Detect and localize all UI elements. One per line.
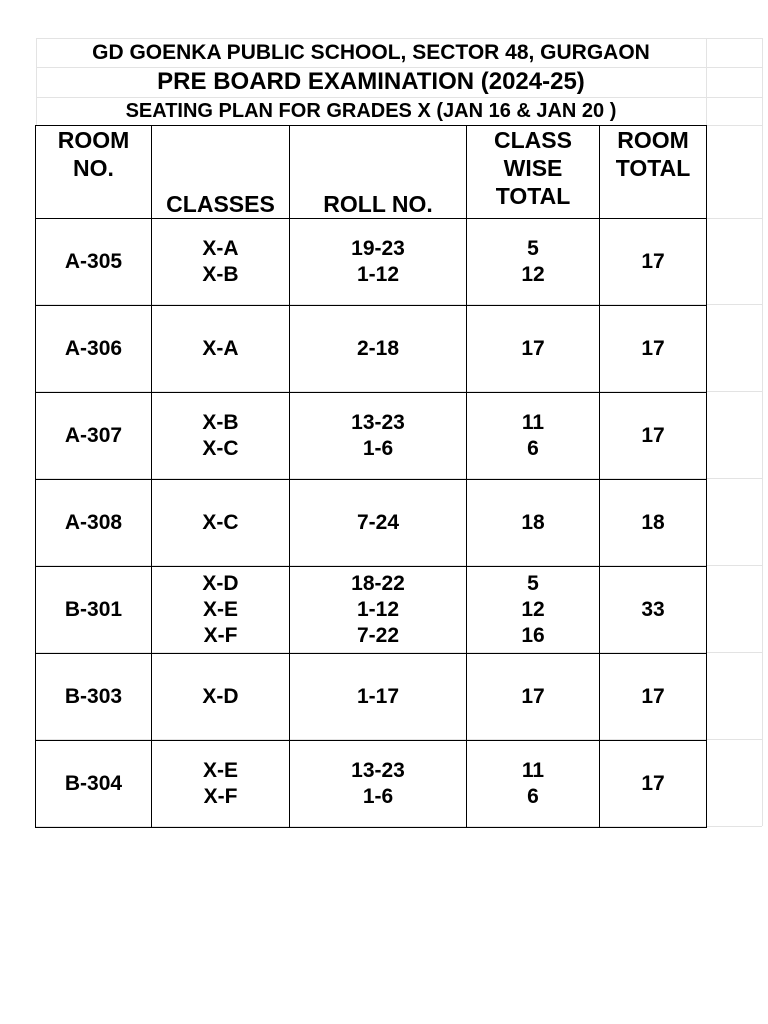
roll-no-cell [290,567,467,654]
room-no-header-line: ROOM [57,127,130,153]
roll-range-line: 18-22 [351,572,405,595]
classes-cell [152,393,290,480]
roll-no-cell [290,393,467,480]
room-total-cell: 17 [600,654,707,741]
classes-cell [152,480,290,567]
seating-plan-title: SEATING PLAN FOR GRADES X (JAN 16 & JAN 20 ) [125,100,617,122]
table-row [36,741,707,828]
header-room-total [600,126,707,219]
roll-no-cell [290,741,467,828]
roll-no-cell [290,480,467,567]
table-body [36,219,707,828]
class-name-line: X-C [202,511,239,534]
classes-cell [152,306,290,393]
table-row [36,219,707,306]
header-class-wise-total [467,126,600,219]
room-no-cell: B-301 [36,567,152,654]
class-total-line: 16 [521,624,545,647]
room-total-cell: 17 [600,306,707,393]
class-wise-total-cell [467,654,600,741]
room-no-cell: B-304 [36,741,152,828]
class-name-line: X-D [202,572,239,595]
table-row [36,306,707,393]
class-wise-total-cell [467,741,600,828]
class-total-line: 17 [521,685,545,708]
roll-range-line: 19-23 [351,237,405,260]
room-no-cell: B-303 [36,654,152,741]
class-name-line: X-C [202,437,239,460]
header-classes [152,126,290,219]
roll-no-cell [290,219,467,306]
roll-range-line: 7-22 [356,624,400,647]
class-name-line: X-E [202,598,238,621]
class-name-line: X-B [202,411,239,434]
room-no-cell: A-307 [36,393,152,480]
room-total-cell: 17 [600,741,707,828]
table-row [36,567,707,654]
class-wise-total-cell [467,393,600,480]
class-name-line: X-A [202,337,239,360]
room-total-cell: 17 [600,393,707,480]
class-name-line: X-E [202,759,238,782]
roll-range-line: 2-18 [356,337,400,360]
header-room-no [36,126,152,219]
class-total-line: 11 [521,411,545,434]
class-total-line: 12 [521,598,545,621]
room-no-cell: A-308 [36,480,152,567]
roll-no-cell [290,654,467,741]
roll-range-line: 1-12 [356,598,400,621]
class-wise-total-cell [467,480,600,567]
class-name-line: X-F [203,624,238,647]
class-wise-total-header-line: WISE [503,155,563,181]
roll-range-line: 13-23 [351,411,405,434]
class-total-line: 18 [521,511,545,534]
room-total-header-line: ROOM [617,127,689,153]
room-no-header-line: NO. [73,155,114,181]
room-no-cell: A-305 [36,219,152,306]
exam-title: PRE BOARD EXAMINATION (2024-25) [157,68,585,95]
classes-cell [152,219,290,306]
class-name-line: X-B [202,263,239,286]
header-roll-no [290,126,467,219]
classes-cell [152,654,290,741]
class-name-line: X-A [202,237,239,260]
class-total-line: 5 [527,572,539,595]
class-total-line: 5 [527,237,539,260]
roll-range-line: 1-6 [362,785,394,808]
gridline [762,38,763,826]
roll-no-cell [290,306,467,393]
table-row [36,480,707,567]
seating-plan-table [35,125,707,828]
roll-range-line: 7-24 [356,511,400,534]
table-row [36,393,707,480]
class-name-line: X-F [203,785,238,808]
class-wise-total-cell [467,219,600,306]
class-wise-total-header-line: TOTAL [495,183,571,209]
classes-cell [152,741,290,828]
class-wise-total-cell [467,567,600,654]
roll-range-line: 13-23 [351,759,405,782]
class-total-line: 12 [521,263,545,286]
roll-no-header-line: ROLL NO. [323,191,433,217]
roll-range-line: 1-12 [356,263,400,286]
room-total-cell: 33 [600,567,707,654]
room-total-cell: 17 [600,219,707,306]
class-total-line: 6 [527,785,539,808]
class-total-line: 17 [521,337,545,360]
table-row [36,654,707,741]
class-total-line: 11 [521,759,545,782]
room-total-cell: 18 [600,480,707,567]
header-row [36,126,707,219]
room-no-cell: A-306 [36,306,152,393]
room-total-header-line: TOTAL [615,155,691,181]
school-title: GD GOENKA PUBLIC SCHOOL, SECTOR 48, GURGAON [92,41,650,64]
class-name-line: X-D [202,685,239,708]
roll-range-line: 1-6 [362,437,394,460]
class-wise-total-cell [467,306,600,393]
roll-range-line: 1-17 [356,685,400,708]
class-wise-total-header-line: CLASS [494,127,572,153]
classes-header-line: CLASSES [166,191,275,217]
classes-cell [152,567,290,654]
class-total-line: 6 [527,437,539,460]
